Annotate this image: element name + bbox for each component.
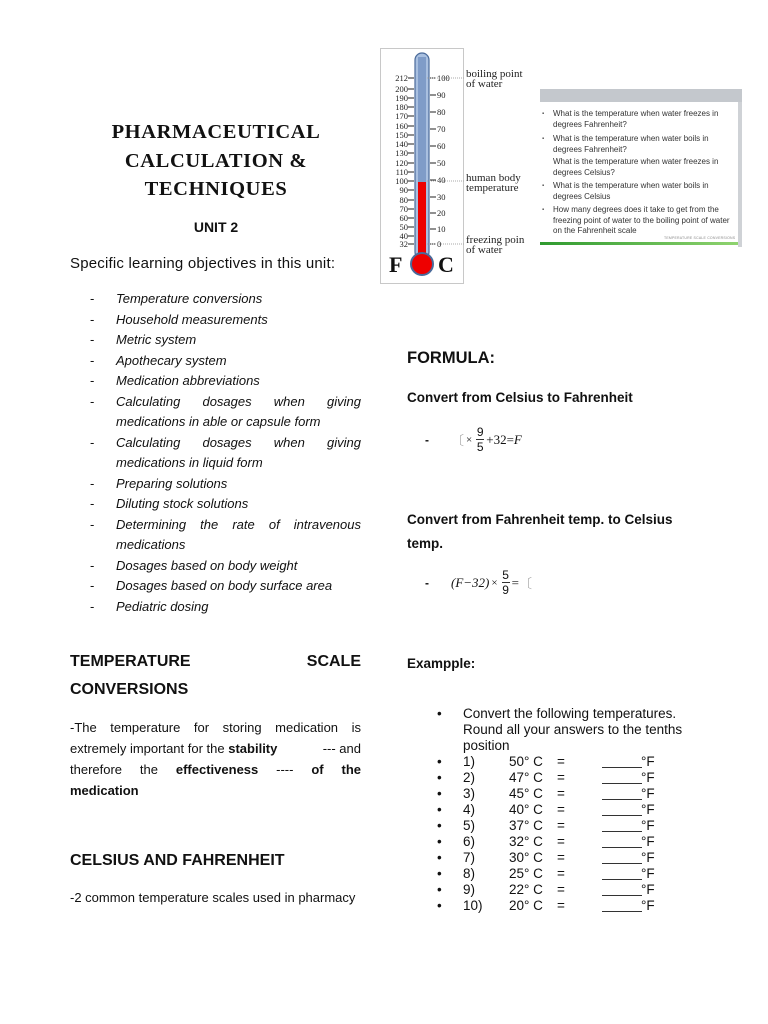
celsius-value: 20° C xyxy=(509,898,543,913)
example-intro xyxy=(435,706,695,754)
denominator: 9 xyxy=(502,583,509,597)
word: ---- xyxy=(276,762,294,777)
celsius-fahrenheit-heading: CELSIUS AND FAHRENHEIT xyxy=(70,852,285,869)
svg-text:30: 30 xyxy=(437,192,446,202)
bullet: • xyxy=(437,850,442,865)
svg-text:40: 40 xyxy=(399,231,408,241)
boiling-label xyxy=(466,70,523,89)
para-line-2 xyxy=(70,738,361,759)
para-line-4 xyxy=(70,780,361,801)
answer-blank[interactable] xyxy=(602,754,642,768)
objective-item xyxy=(88,576,361,597)
objective-text: Temperature conversions xyxy=(116,291,263,306)
emphasis-effectiveness: effectiveness xyxy=(175,762,259,777)
svg-text:50: 50 xyxy=(437,158,446,168)
objective-item xyxy=(88,371,361,392)
row-number: 2) xyxy=(463,770,476,785)
celsius-value: 32° C xyxy=(509,834,543,849)
answer-blank[interactable] xyxy=(602,818,642,832)
example-row xyxy=(435,850,695,866)
objective-item xyxy=(88,330,361,351)
objective-item xyxy=(88,289,361,310)
fahrenheit-unit: °F xyxy=(641,850,655,865)
example-row xyxy=(435,786,695,802)
bullet: • xyxy=(437,882,442,897)
heading-word: SCALE xyxy=(306,653,361,670)
dash-bullet: - xyxy=(90,475,95,491)
row-number: 1) xyxy=(463,754,476,769)
dash-bullet: - xyxy=(90,598,95,614)
dash-bullet: - xyxy=(90,352,95,368)
word: is xyxy=(351,720,361,735)
bullet: • xyxy=(437,834,442,849)
answer-blank[interactable] xyxy=(602,770,642,784)
svg-text:130: 130 xyxy=(395,148,408,158)
equals: = xyxy=(557,770,565,785)
label-text: freezing poin xyxy=(466,234,525,246)
svg-text:90: 90 xyxy=(399,185,408,195)
equals: = xyxy=(557,802,565,817)
fahrenheit-unit: °F xyxy=(641,882,655,897)
equals: = xyxy=(557,754,565,769)
word: -The xyxy=(70,720,97,735)
svg-text:60: 60 xyxy=(437,141,446,151)
heading-line-2: CONVERSIONS xyxy=(70,681,189,698)
row-number: 7) xyxy=(463,850,476,865)
fahrenheit-unit: °F xyxy=(641,818,655,833)
slide-bullet: ▪ xyxy=(542,183,545,189)
placeholder-variable: 〔 xyxy=(518,576,532,591)
answer-blank[interactable] xyxy=(602,882,642,896)
objective-text: Pediatric dosing xyxy=(116,598,209,614)
answer-blank[interactable] xyxy=(602,850,642,864)
objective-text: Dosages based on body weight xyxy=(116,557,298,573)
objective-item xyxy=(88,597,361,618)
row-number: 4) xyxy=(463,802,476,817)
svg-text:F: F xyxy=(389,252,403,277)
svg-text:20: 20 xyxy=(437,208,446,218)
answer-blank[interactable] xyxy=(602,802,642,816)
heading-word: TEMPERATURE xyxy=(70,653,191,670)
equals: = xyxy=(557,882,565,897)
svg-text:80: 80 xyxy=(399,195,408,205)
fahrenheit-to-celsius-formula xyxy=(425,569,532,596)
label-text: human body xyxy=(466,172,521,184)
example-row xyxy=(435,866,695,882)
equals: = xyxy=(557,850,565,865)
word: storing xyxy=(222,720,262,735)
objective-text: Diluting stock solutions xyxy=(116,496,249,511)
slide-bullet: ▪ xyxy=(542,136,545,142)
row-number: 3) xyxy=(463,786,476,801)
label-text: temperature xyxy=(466,181,519,194)
slide-question: How many degrees does it take to get from the freezing point of water to the boiling point of water on the Fahrenheit scale xyxy=(553,205,730,235)
answer-blank[interactable] xyxy=(602,834,642,848)
svg-text:80: 80 xyxy=(437,107,446,117)
equals: = xyxy=(557,898,565,913)
dash-bullet: - xyxy=(90,311,95,327)
celsius-value: 37° C xyxy=(509,818,543,833)
slide-question: What is the temperature when water freezes in degrees Fahrenheit? xyxy=(553,109,719,129)
fahrenheit-unit: °F xyxy=(641,786,655,801)
dash-bullet: - xyxy=(90,496,95,511)
celsius-value: 22° C xyxy=(509,882,543,897)
svg-text:170: 170 xyxy=(395,111,408,121)
formula-text: (F−32) xyxy=(451,574,490,590)
slide-bullet: ▪ xyxy=(542,111,545,117)
slide-green-stripe xyxy=(540,242,738,245)
example-row xyxy=(435,770,695,786)
objective-text: Apothecary system xyxy=(116,352,227,368)
text: extremely important for the xyxy=(70,741,229,756)
bullet: • xyxy=(437,786,442,801)
equals: = xyxy=(557,818,565,833)
storage-paragraph xyxy=(70,717,361,801)
intro-text: Convert the following temperatures. Round all your answers to the tenths position xyxy=(463,706,683,753)
times-symbol: × xyxy=(466,433,473,446)
numerator: 9 xyxy=(476,425,484,439)
row-number: 9) xyxy=(463,882,476,897)
example-row xyxy=(435,802,695,818)
svg-text:10: 10 xyxy=(437,224,446,234)
fahrenheit-to-celsius-heading: Convert from Fahrenheit temp. to Celsius temp. xyxy=(407,512,673,551)
dash-bullet: - xyxy=(90,516,95,532)
svg-text:120: 120 xyxy=(395,158,408,168)
svg-text:150: 150 xyxy=(395,130,408,140)
svg-text:60: 60 xyxy=(399,213,408,223)
slide-question: What is the temperature when water boils in degrees Celsius xyxy=(553,181,709,201)
dash-bullet: - xyxy=(90,393,95,409)
fahrenheit-unit: °F xyxy=(641,770,655,785)
svg-text:100: 100 xyxy=(437,73,450,83)
denominator: 5 xyxy=(476,440,484,454)
thermometer-image xyxy=(380,48,464,284)
fahrenheit-unit: °F xyxy=(641,834,655,849)
title-line-3: TECHNIQUES xyxy=(144,178,288,200)
svg-text:180: 180 xyxy=(395,102,408,112)
document-title xyxy=(70,118,362,204)
emphasis-medication: medication xyxy=(70,783,139,798)
dash-bullet: - xyxy=(425,432,429,447)
svg-text:50: 50 xyxy=(399,222,408,232)
title-line-2: CALCULATION & xyxy=(124,149,308,172)
bullet: • xyxy=(437,866,442,881)
celsius-to-fahrenheit-heading: Convert from Celsius to Fahrenheit xyxy=(407,390,633,405)
dash-bullet: - xyxy=(425,575,429,590)
svg-text:200: 200 xyxy=(395,84,408,94)
equals: = xyxy=(557,866,565,881)
equals-symbol: = xyxy=(511,574,519,590)
objective-text: Determining the rate of intravenous medications xyxy=(116,516,361,552)
equals: = xyxy=(557,786,565,801)
thermometer-icon xyxy=(381,49,465,285)
objective-text: Preparing solutions xyxy=(116,475,228,491)
row-number: 6) xyxy=(463,834,476,849)
word: of xyxy=(311,762,324,777)
example-row xyxy=(435,882,695,898)
bullet: • xyxy=(437,754,442,769)
fraction xyxy=(476,426,484,453)
objective-item xyxy=(88,310,361,331)
svg-text:C: C xyxy=(438,252,454,277)
answer-blank[interactable] xyxy=(602,786,642,800)
equals: = xyxy=(557,834,565,849)
objective-text: Calculating dosages when giving medications in able or capsule form xyxy=(116,393,361,429)
objective-item xyxy=(88,351,361,372)
svg-text:40: 40 xyxy=(437,175,446,185)
times-symbol: × xyxy=(491,576,498,589)
objectives-heading: Specific learning objectives in this unit: xyxy=(70,255,336,272)
svg-text:100: 100 xyxy=(395,176,408,186)
example-row xyxy=(435,834,695,850)
bullet: • xyxy=(437,706,442,721)
example-row xyxy=(435,754,695,770)
svg-text:70: 70 xyxy=(399,204,408,214)
word: the xyxy=(139,762,158,777)
scales-paragraph: -2 common temperature scales used in pharmacy xyxy=(70,890,356,905)
svg-text:190: 190 xyxy=(395,93,408,103)
bullet: • xyxy=(437,898,442,913)
word: temperature xyxy=(110,720,181,735)
celsius-value: 40° C xyxy=(509,802,543,817)
bullet: • xyxy=(437,818,442,833)
example-list xyxy=(435,706,695,914)
text: --- and xyxy=(319,741,361,756)
celsius-value: 45° C xyxy=(509,786,543,801)
fahrenheit-unit: °F xyxy=(641,898,655,913)
result-variable: F xyxy=(513,431,522,447)
label-text: boiling point xyxy=(466,68,523,80)
bullet: • xyxy=(437,802,442,817)
formula-text: +32= xyxy=(486,431,514,447)
dash-bullet: - xyxy=(90,434,95,450)
dash-bullet: - xyxy=(90,291,95,306)
word: for xyxy=(193,720,210,735)
svg-text:70: 70 xyxy=(437,124,446,134)
freezing-label xyxy=(466,236,524,255)
temperature-scale-heading xyxy=(70,648,361,704)
slide-image xyxy=(540,89,742,247)
para-line-3 xyxy=(70,759,361,780)
svg-text:110: 110 xyxy=(395,167,408,177)
fahrenheit-unit: °F xyxy=(641,802,655,817)
dash-bullet: - xyxy=(90,332,95,347)
placeholder-variable: 〔 xyxy=(451,433,465,448)
row-number: 5) xyxy=(463,818,476,833)
objective-text: Calculating dosages when giving medications in liquid form xyxy=(116,434,361,470)
objective-item xyxy=(88,392,361,433)
objectives-list xyxy=(88,289,361,617)
slide-title-bar xyxy=(540,89,742,102)
svg-text:212: 212 xyxy=(395,73,408,83)
svg-text:140: 140 xyxy=(395,139,408,149)
emphasis-stability: stability xyxy=(228,741,278,756)
body-temp-label xyxy=(466,174,521,193)
example-row xyxy=(435,898,695,914)
slide-footer: TEMPERATURE SCALE CONVERSIONS xyxy=(664,236,736,240)
celsius-to-fahrenheit-formula xyxy=(425,426,522,453)
slide-question: What is the temperature when water freezes in degrees Celsius? xyxy=(553,157,719,177)
objective-item xyxy=(88,515,361,556)
row-number: 8) xyxy=(463,866,476,881)
example-heading: Exampple: xyxy=(407,656,476,671)
label-text: of water xyxy=(466,243,503,256)
word: therefore xyxy=(70,762,123,777)
row-number: 10) xyxy=(463,898,483,913)
celsius-value: 30° C xyxy=(509,850,543,865)
svg-text:160: 160 xyxy=(395,121,408,131)
dash-bullet: - xyxy=(90,557,95,573)
dash-bullet: - xyxy=(90,578,95,593)
slide-question: What is the temperature when water boils in degrees Fahrenheit? xyxy=(553,134,709,154)
answer-blank[interactable] xyxy=(602,866,642,880)
objective-item xyxy=(88,494,361,515)
label-text: of water xyxy=(466,77,503,90)
unit-label: UNIT 2 xyxy=(193,219,239,235)
objective-item xyxy=(88,474,361,495)
para-line-1 xyxy=(70,717,361,738)
celsius-value: 25° C xyxy=(509,866,543,881)
bullet: • xyxy=(437,770,442,785)
objective-text: Medication abbreviations xyxy=(116,373,260,388)
svg-text:90: 90 xyxy=(437,90,446,100)
dash-bullet: - xyxy=(90,373,95,388)
svg-text:0: 0 xyxy=(437,239,442,249)
example-row xyxy=(435,818,695,834)
numerator: 5 xyxy=(502,568,509,582)
objective-item xyxy=(88,433,361,474)
objective-item xyxy=(88,556,361,577)
fahrenheit-unit: °F xyxy=(641,866,655,881)
objective-text: Metric system xyxy=(116,332,197,347)
slide-bullet: ▪ xyxy=(542,207,545,213)
word: the xyxy=(341,762,361,777)
slide-shadow xyxy=(738,102,742,247)
celsius-value: 47° C xyxy=(509,770,543,785)
title-line-1: PHARMACEUTICAL xyxy=(111,121,321,143)
objective-text: Dosages based on body surface area xyxy=(116,578,333,593)
fraction xyxy=(502,569,510,596)
objective-text: Household measurements xyxy=(116,311,268,327)
svg-text:32: 32 xyxy=(399,239,408,249)
celsius-value: 50° C xyxy=(509,754,543,769)
fahrenheit-unit: °F xyxy=(641,754,655,769)
answer-blank[interactable] xyxy=(602,898,642,912)
word: medication xyxy=(275,720,339,735)
formula-heading: FORMULA: xyxy=(407,349,495,367)
